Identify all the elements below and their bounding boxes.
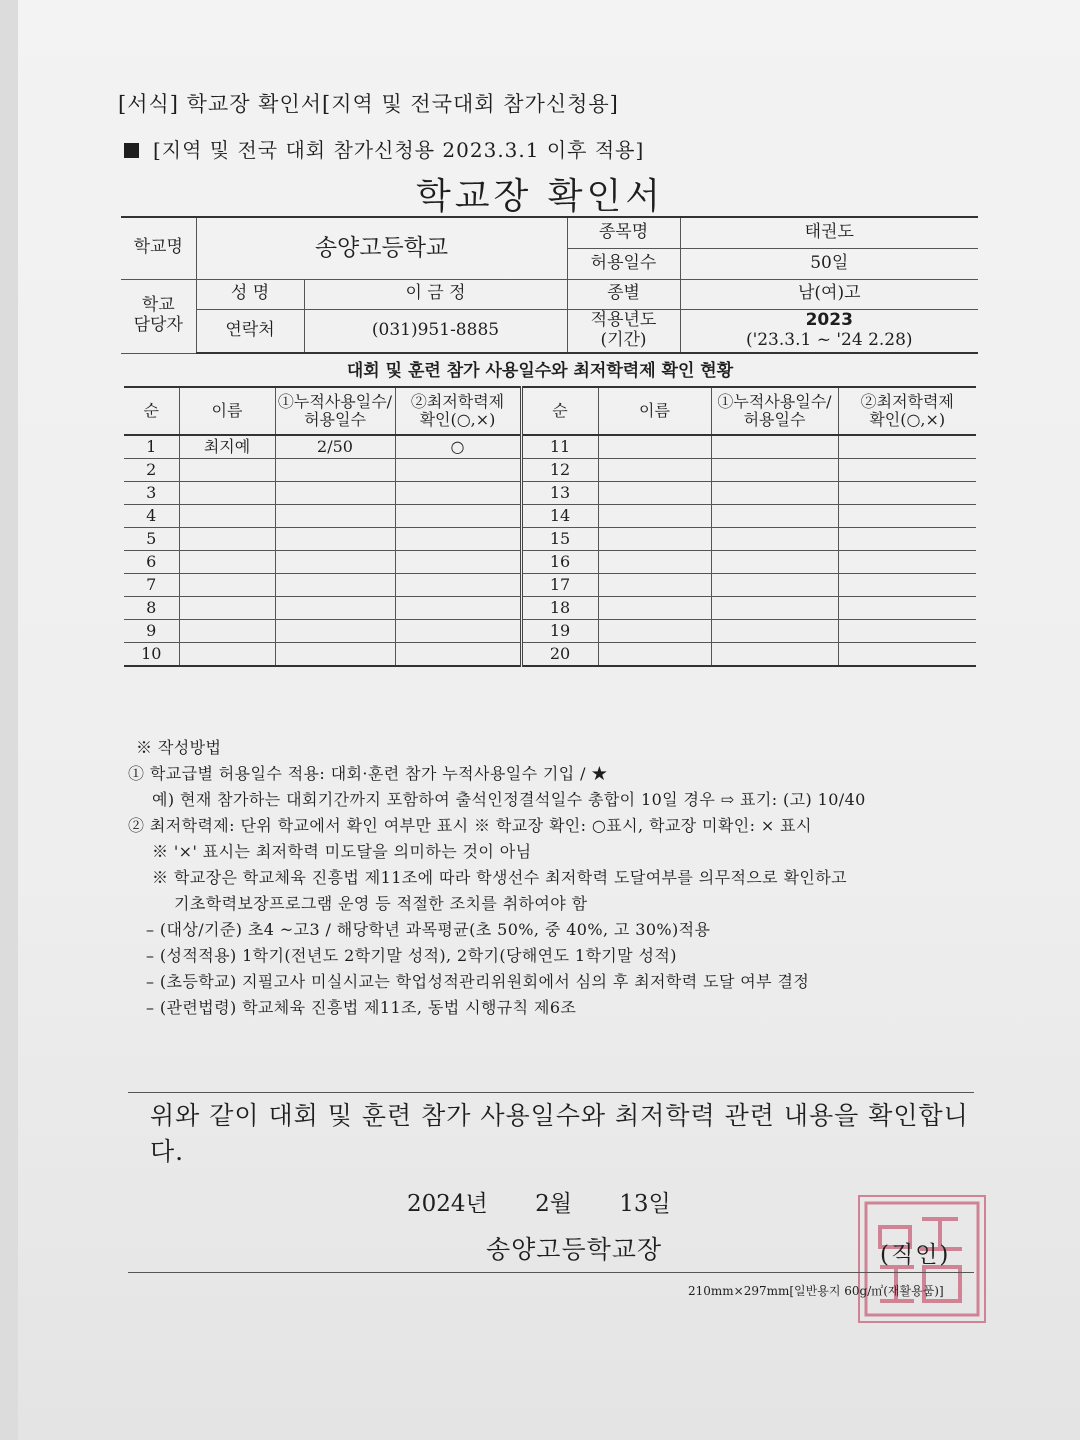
name-cell — [598, 551, 711, 574]
name-cell — [179, 643, 275, 667]
period-value: ('23.3.1 ~ '24 2.28) — [745, 329, 913, 350]
table-row — [124, 574, 976, 597]
name-cell — [598, 528, 711, 551]
days-cell: 2/50 — [275, 435, 395, 459]
min-cell — [395, 551, 521, 574]
row-number-cell: 13 — [521, 482, 598, 505]
days-cell — [711, 620, 838, 643]
table-row — [124, 435, 976, 459]
table-row — [124, 643, 976, 667]
days-cell — [275, 459, 395, 482]
contact-value: (031)951-8885 — [304, 309, 567, 353]
date-year: 2024년 — [407, 1191, 488, 1217]
row-number-cell: 12 — [521, 459, 598, 482]
instruction-line: ※ '×' 표시는 최저학력 미도달을 의미하는 것이 아님 — [152, 842, 532, 861]
date-day: 13일 — [619, 1191, 671, 1217]
gender-label: 종별 — [567, 279, 680, 309]
principal-name: 송양고등학교장 — [486, 1235, 663, 1264]
issue-date — [407, 1185, 711, 1218]
instruction-line: 기초학력보장프로그램 운영 등 적절한 조치를 취하여야 함 — [174, 894, 588, 913]
min-cell — [395, 528, 521, 551]
row-number-cell: 11 — [521, 435, 598, 459]
row-number-cell: 5 — [124, 528, 179, 551]
min-cell — [395, 459, 521, 482]
row-number-cell: 8 — [124, 597, 179, 620]
school-name-value: 송양고등학교 — [196, 217, 567, 279]
paper-spec-footer: 210mm×297mm[일반용지 60g/㎡(재활용품)] — [688, 1284, 944, 1298]
instruction-line: ① 학교급별 허용일수 적용: 대회·훈련 참가 누적사용일수 기입 / ★ — [128, 764, 608, 783]
min-cell — [838, 574, 976, 597]
row-number-cell: 19 — [521, 620, 598, 643]
instruction-line: – (초등학교) 지필고사 미실시교는 학업성적관리위원회에서 심의 후 최저학력 도달 여부 결정 — [146, 972, 810, 991]
days-cell — [275, 574, 395, 597]
row-number-cell: 16 — [521, 551, 598, 574]
sport-label: 종목명 — [567, 217, 680, 248]
name-value: 이 금 정 — [304, 279, 567, 309]
row-number-cell: 20 — [521, 643, 598, 667]
applicability-text: [지역 및 전국 대회 참가신청용 2023.3.1 이후 적용] — [153, 138, 645, 162]
row-number-cell: 9 — [124, 620, 179, 643]
name-cell — [179, 528, 275, 551]
document-title: 학교장 확인서 — [415, 176, 665, 217]
instruction-line: ※ 학교장은 학교체육 진흥법 제11조에 따라 학생선수 최저학력 도달여부를 의무적으로 확인하고 — [152, 868, 847, 887]
days-cell — [275, 505, 395, 528]
divider-top — [128, 1092, 974, 1093]
square-bullet-icon — [124, 143, 139, 158]
row-number-cell: 7 — [124, 574, 179, 597]
min-cell — [395, 505, 521, 528]
name-cell — [598, 643, 711, 667]
instruction-line: ② 최저학력제: 단위 학교에서 확인 여부만 표시 ※ 학교장 확인: ○표시, 학교장 미확인: × 표시 — [128, 816, 812, 835]
days-cell — [711, 597, 838, 620]
name-cell — [598, 482, 711, 505]
days-cell — [711, 482, 838, 505]
row-number-cell: 4 — [124, 505, 179, 528]
days-cell — [275, 620, 395, 643]
days-cell — [711, 551, 838, 574]
name-cell — [179, 620, 275, 643]
row-number-cell: 2 — [124, 459, 179, 482]
instruction-line: – (성적적용) 1학기(전년도 2학기말 성적), 2학기(당해연도 1학기말 성적) — [146, 946, 677, 965]
header-min-right: ②최저학력제 확인(○,×) — [838, 387, 976, 435]
min-cell — [395, 574, 521, 597]
school-name-label: 학교명 — [121, 217, 196, 279]
name-label: 성 명 — [196, 279, 304, 309]
row-number-cell: 15 — [521, 528, 598, 551]
min-cell — [838, 435, 976, 459]
min-cell — [838, 459, 976, 482]
min-cell — [838, 505, 976, 528]
days-cell — [275, 551, 395, 574]
table-row — [124, 551, 976, 574]
min-cell — [838, 482, 976, 505]
name-cell — [598, 620, 711, 643]
min-cell — [838, 620, 976, 643]
row-number-cell: 6 — [124, 551, 179, 574]
divider-bottom — [128, 1272, 974, 1273]
seal-label: (직인) — [880, 1242, 951, 1268]
row-number-cell: 18 — [521, 597, 598, 620]
row-number-cell: 14 — [521, 505, 598, 528]
name-cell: 최지예 — [179, 435, 275, 459]
year-value: 2023 ('23.3.1 ~ '24 2.28) — [680, 309, 978, 353]
days-cell — [711, 574, 838, 597]
name-cell — [179, 597, 275, 620]
name-cell — [598, 597, 711, 620]
table-row — [124, 505, 976, 528]
header-min-left: ②최저학력제 확인(○,×) — [395, 387, 521, 435]
days-cell — [275, 597, 395, 620]
confirmation-statement: 위와 같이 대회 및 훈련 참가 사용일수와 최저학력 관련 내용을 확인합니다. — [150, 1101, 969, 1166]
table-row — [124, 597, 976, 620]
name-cell — [598, 574, 711, 597]
year-label: 적용년도 (기간) — [567, 309, 680, 353]
name-cell — [598, 459, 711, 482]
manager-label: 학교 담당자 — [121, 279, 196, 353]
name-cell — [179, 482, 275, 505]
row-number-cell: 3 — [124, 482, 179, 505]
contact-label: 연락처 — [196, 309, 304, 353]
name-cell — [598, 435, 711, 459]
header-days-right: ①누적사용일수/ 허용일수 — [711, 387, 838, 435]
info-table — [121, 216, 978, 354]
min-cell — [395, 620, 521, 643]
min-cell — [395, 597, 521, 620]
instruction-line: – (관련법령) 학교체육 진흥법 제11조, 동법 시행규칙 제6조 — [146, 998, 577, 1017]
status-table-title: 대회 및 훈련 참가 사용일수와 최저학력제 확인 현황 — [346, 361, 734, 381]
table-row — [124, 620, 976, 643]
name-cell — [598, 505, 711, 528]
min-cell — [838, 528, 976, 551]
name-cell — [179, 574, 275, 597]
applicability-note — [124, 134, 644, 163]
name-cell — [179, 551, 275, 574]
days-cell — [275, 528, 395, 551]
gender-value: 남(여)고 — [680, 279, 978, 309]
days-cell — [711, 643, 838, 667]
min-cell — [838, 551, 976, 574]
instructions-heading: ※ 작성방법 — [136, 738, 222, 757]
table-row — [124, 528, 976, 551]
table-row — [124, 482, 976, 505]
row-number-cell: 17 — [521, 574, 598, 597]
date-month: 2월 — [535, 1191, 572, 1217]
instruction-line: – (대상/기준) 초4 ~고3 / 해당학년 과목평균(초 50%, 중 40%, 고 30%)적용 — [146, 920, 711, 939]
row-number-cell: 10 — [124, 643, 179, 667]
header-no-right: 순 — [521, 387, 598, 435]
min-cell: ○ — [395, 435, 521, 459]
allowed-days-label: 허용일수 — [567, 248, 680, 279]
days-cell — [711, 528, 838, 551]
row-number-cell: 1 — [124, 435, 179, 459]
form-label: [서식] 학교장 확인서[지역 및 전국대회 참가신청용] — [118, 92, 619, 116]
min-cell — [395, 482, 521, 505]
min-cell — [838, 643, 976, 667]
min-cell — [838, 597, 976, 620]
sport-value: 태권도 — [680, 217, 978, 248]
name-cell — [179, 459, 275, 482]
days-cell — [711, 435, 838, 459]
table-row — [124, 459, 976, 482]
header-name-right: 이름 — [598, 387, 711, 435]
status-table — [124, 386, 976, 667]
instruction-line: 예) 현재 참가하는 대회기간까지 포함하여 출석인정결석일수 총합이 10일 경우 ⇨ 표기: (고) 10/40 — [152, 790, 866, 809]
allowed-days-value: 50일 — [680, 248, 978, 279]
name-cell — [179, 505, 275, 528]
min-cell — [395, 643, 521, 667]
days-cell — [711, 505, 838, 528]
days-cell — [275, 643, 395, 667]
header-days-left: ①누적사용일수/ 허용일수 — [275, 387, 395, 435]
instructions — [130, 735, 866, 1021]
days-cell — [275, 482, 395, 505]
header-name-left: 이름 — [179, 387, 275, 435]
days-cell — [711, 459, 838, 482]
header-no-left: 순 — [124, 387, 179, 435]
